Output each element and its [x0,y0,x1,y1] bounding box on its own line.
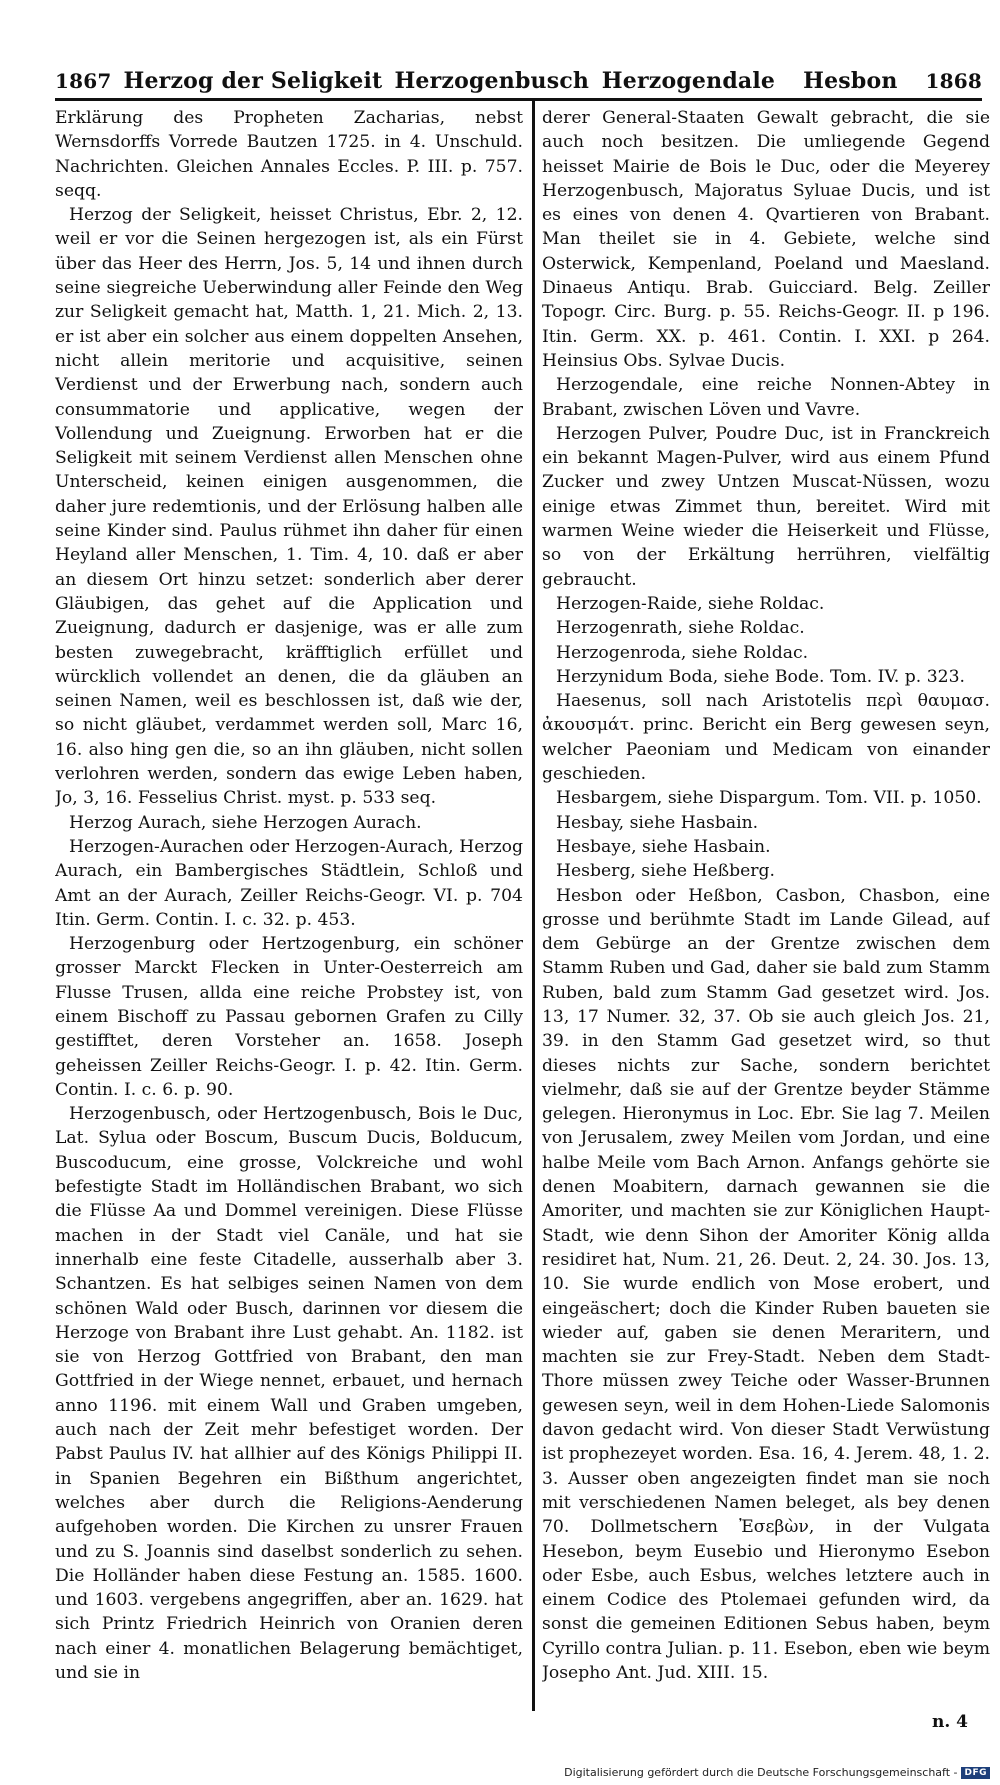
header-left [55,68,589,94]
left-page-number: 1867 [55,69,112,93]
entry-herzog-der-seligkeit: Herzog der Seligkeit, heisset Christus, Ebr. 2, 12. weil er vor die Seinen hergezogen ist, als ein Fürst über das Heer des Herrn, Jos. 5, 14 und ihnen durch seine siegreiche Ueberwindung aller Feinde den Weg zur Seligkeit gemacht hat, Matth. 1, 21. Mich. 2, 13. er ist aber ein solcher aus einem doppelten Ansehen, nicht allein meritorie und acquisitive, seinen Verdienst und der Erwerbung nach, sondern auch consummatorie und applicative, wegen der Vollendung und Zueignung. Erworben hat er die Seligkeit mit seinem Verdienst allen Menschen ohne Unterscheid, keinen einigen ausgenommen, die daher jure redemtionis, und der Erlösung halben alle seine Kinder sind. Paulus rühmet ihn daher für einen Heyland aller Menschen, 1. Tim. 4, 10. daß er aber an diesem Ort hinzu setzet: sonderlich aber derer Gläubigen, das gehet auf die Application und Zueignung, dadurch er dasjenige, was er alle zum besten zuwegebracht, kräfftiglich erfüllet und würcklich vollendet an denen, die da gläuben an seinen Namen, weil es beschlossen ist, daß wie der, so nicht gläubet, verdammet werden soll, Marc 16, 16. also hing gen die, so an ihn gläuben, nicht sollen verlohren werden, sondern das ewige Leben haben, Jo, 3, 16. Fesselius Christ. myst. p. 533 seq. [55,205,523,809]
entry-herzogenburg: Herzogenburg oder Hertzogenburg, ein schöner grosser Marckt Flecken in Unter-Oesterreich am Flusse Trusen, allda eine reiche Probstey ist, von einem Bischoff zu Passau gebornen Grafen zu Cilly gestifftet, deren Vorsteher an. 1658. Joseph geheissen Zeiller Reichs-Geogr. I. p. 42. Itin. Germ. Contin. I. c. 6. p. 90. [55,934,523,1100]
footer-credit: Digitalisierung gefördert durch die Deutsche Forschungsgemeinschaft - [564,1766,958,1779]
entry-hesbay: Hesbay, siehe Hasbain. [556,812,759,833]
entry-herzogen-raide: Herzogen-Raide, siehe Roldac. [556,593,825,614]
entry-herzynidum-boda: Herzynidum Boda, siehe Bode. Tom. IV. p. 323. [556,666,965,687]
entry-continuation: Erklärung des Propheten Zacharias, nebst Wernsdorffs Vorrede Bautzen 1725. in 4. Unschuld. Nachrichten. Gleichen Annales Eccles. P. III. p. 757. seqq. [55,108,523,201]
entry-herzogenrath: Herzogenrath, siehe Roldac. [556,618,805,639]
left-running-title-1: Herzog der Seligkeit [123,68,383,94]
entry-herzog-aurach: Herzog Aurach, siehe Herzogen Aurach. [69,812,422,833]
entry-herzogen-pulver: Herzogen Pulver, Poudre Duc, ist in Franckreich ein bekannt Magen-Pulver, wird aus einem Pfund Zucker und zwey Untzen Muscat-Nüssen, wozu einige etwas Zimmet thun, bereitet. Wird mit warmen Weine wieder die Heiserkeit und Flüsse, so von der Erkältung herrühren, vielfältig gebraucht. [542,423,990,590]
header-rule [55,98,982,101]
entry-hesbaye: Hesbaye, siehe Hasbain. [556,836,771,857]
right-page-number: 1868 [925,69,982,93]
entry-continuation-right: derer General-Staaten Gewalt gebracht, die sie auch noch besitzen. Die umliegende Gegend heisset Mairie de Bois le Duc, oder die Meyerey Herzogenbusch, Majoratus Syluae Ducis, und ist es eines von denen 4. Qvartieren von Brabant. Man theilet sie in 4. Gebiete, welche sind Osterwick, Kempenland, Poeland und Maesland. Dinaeus Antiqu. Brab. Guicciard. Belg. Zeiller Topogr. Circ. Burg. p. 55. Reichs-Geogr. II. p 196. Itin. Germ. XX. p. 461. Contin. I. XXI. p 264. Heinsius Obs. Sylvae Ducis. [542,108,990,371]
left-column [55,106,523,1706]
running-header [55,58,982,94]
entry-herzogen-aurachen: Herzogen-Aurachen oder Herzogen-Aurach, Herzog Aurach, ein Bambergisches Städtlein, Schloß und Amt an der Aurach, Zeiller Reichs-Geogr. VI. p. 704 Itin. Germ. Contin. I. c. 32. p. 453. [55,836,523,930]
entry-herzogenroda: Herzogenroda, siehe Roldac. [556,642,809,663]
right-running-title-2: Hesbon [803,68,898,94]
catchword: n. 4 [931,1712,968,1732]
left-running-title-2: Herzogenbusch [394,68,590,94]
entry-herzogenbusch: Herzogenbusch, oder Hertzogenbusch, Bois le Duc, Lat. Sylua oder Boscum, Buscum Ducis, Bolducum, Buscoducum, eine grosse, Volckreiche und wohl befestigte Stadt im Holländischen Brabant, wo sich die Flüsse Aa und Dommel vereinigen. Diese Flüsse machen in der Stadt viel Canäle, und hat sie innerhalb eine feste Citadelle, ausserhalb aber 3. Schantzen. Es hat selbiges seinen Namen von dem schönen Wald oder Busch, darinnen vor diesem die Herzoge von Brabant ihre Lust gehabt. An. 1182. ist sie von Herzog Gottfried von Brabant, den man Gottfried in der Wiege nennet, erbauet, und hernach anno 1196. mit einem Wall und Graben umgeben, auch nach der Zeit mehr befestiget worden. Der Pabst Paulus IV. hat allhier auf des Königs Philippi II. in Spanien Begehren ein Bißthum angerichtet, welches aber durch die Religions-Aenderung aufgehoben worden. Die Kirchen zu unsrer Frauen und zu S. Joannis sind daselbst sonderlich zu sehen. Die Holländer haben diese Festung an. 1585. 1600. und 1603. vergebens angegriffen, aber an. 1629. hat sich Printz Friedrich Heinrich von Oranien deren nach einer 4. monatlichen Belagerung bemächtiget, und sie in [55,1104,523,1683]
entry-herzogendale: Herzogendale, eine reiche Nonnen-Abtey in Brabant, zwischen Löven und Vavre. [542,375,990,420]
column-divider [532,101,535,1711]
right-column [542,106,990,1706]
entry-hesbon: Hesbon oder Heßbon, Casbon, Chasbon, eine grosse und berühmte Stadt im Lande Gilead, auf dem Gebürge an der Grentze zwischen dem Stamm Ruben und Gad, daher sie bald zum Stamm Ruben, bald zum Stamm Gad gesetzet wird. Jos. 13, 17 Numer. 32, 37. Ob sie auch gleich Jos. 21, 39. in den Stamm Gad gesetzet wird, so thut dieses nichts zur Sache, sondern berichtet vielmehr, daß sie auf der Grentze beyder Stämme gelegen. Hieronymus in Loc. Ebr. Sie lag 7. Meilen von Jerusalem, zwey Meilen vom Jordan, und eine halbe Meile vom Bach Arnon. Anfangs gehörte sie denen Moabitern, darnach gewannen sie die Amoriter, und machten sie zur Königlichen Haupt-Stadt, wie denn Sihon der Amoriter König allda residiret hat, Num. 21, 26. Deut. 2, 24. 30. Jos. 13, 10. Sie wurde endlich von Mose erobert, und eingeäschert; doch die Kinder Ruben baueten sie wieder auf, gaben sie denen Meraritern, und machten sie zur Frey-Stadt. Neben dem Stadt-Thore müssen zwey Teiche oder Wasser-Brunnen gewesen seyn, weil in dem Hohen-Liede Salomonis davon gedacht wird. Von dieser Stadt Verwüstung ist prophezeyet worden. Esa. 16, 4. Jerem. 48, 1. 2. 3. Ausser oben angezeigten findet man sie noch mit verschiedenen Namen beleget, als bey denen 70. Dollmetschern Ἐσεβὼν, in der Vulgata Hesebon, beym Eusebio und Hieronymo Esebon oder Esbe, auch Esbus, welches letztere auch in einem Codice des Ptolemaei gefunden wird, da sonst die gemeinen Editionen Sebus haben, beym Cyrillo contra Julian. p. 11. Esebon, eben wie beym Josepho Ant. Jud. XIII. 15. [542,885,990,1683]
entry-hesbargem: Hesbargem, siehe Dispargum. Tom. VII. p. 1050. [556,788,982,809]
entry-haesenus: Haesenus, soll nach Aristotelis περὶ θαυμασ. ἀκουσμάτ. princ. Bericht ein Berg gewesen seyn, welcher Paeoniam und Medicam von einander geschieden. [542,691,990,785]
digitization-footer [564,1766,990,1779]
header-right [602,68,982,94]
entry-hesberg: Hesberg, siehe Heßberg. [556,861,775,882]
right-running-title-1: Herzogendale [601,68,776,94]
dfg-logo: DFG [961,1767,990,1779]
